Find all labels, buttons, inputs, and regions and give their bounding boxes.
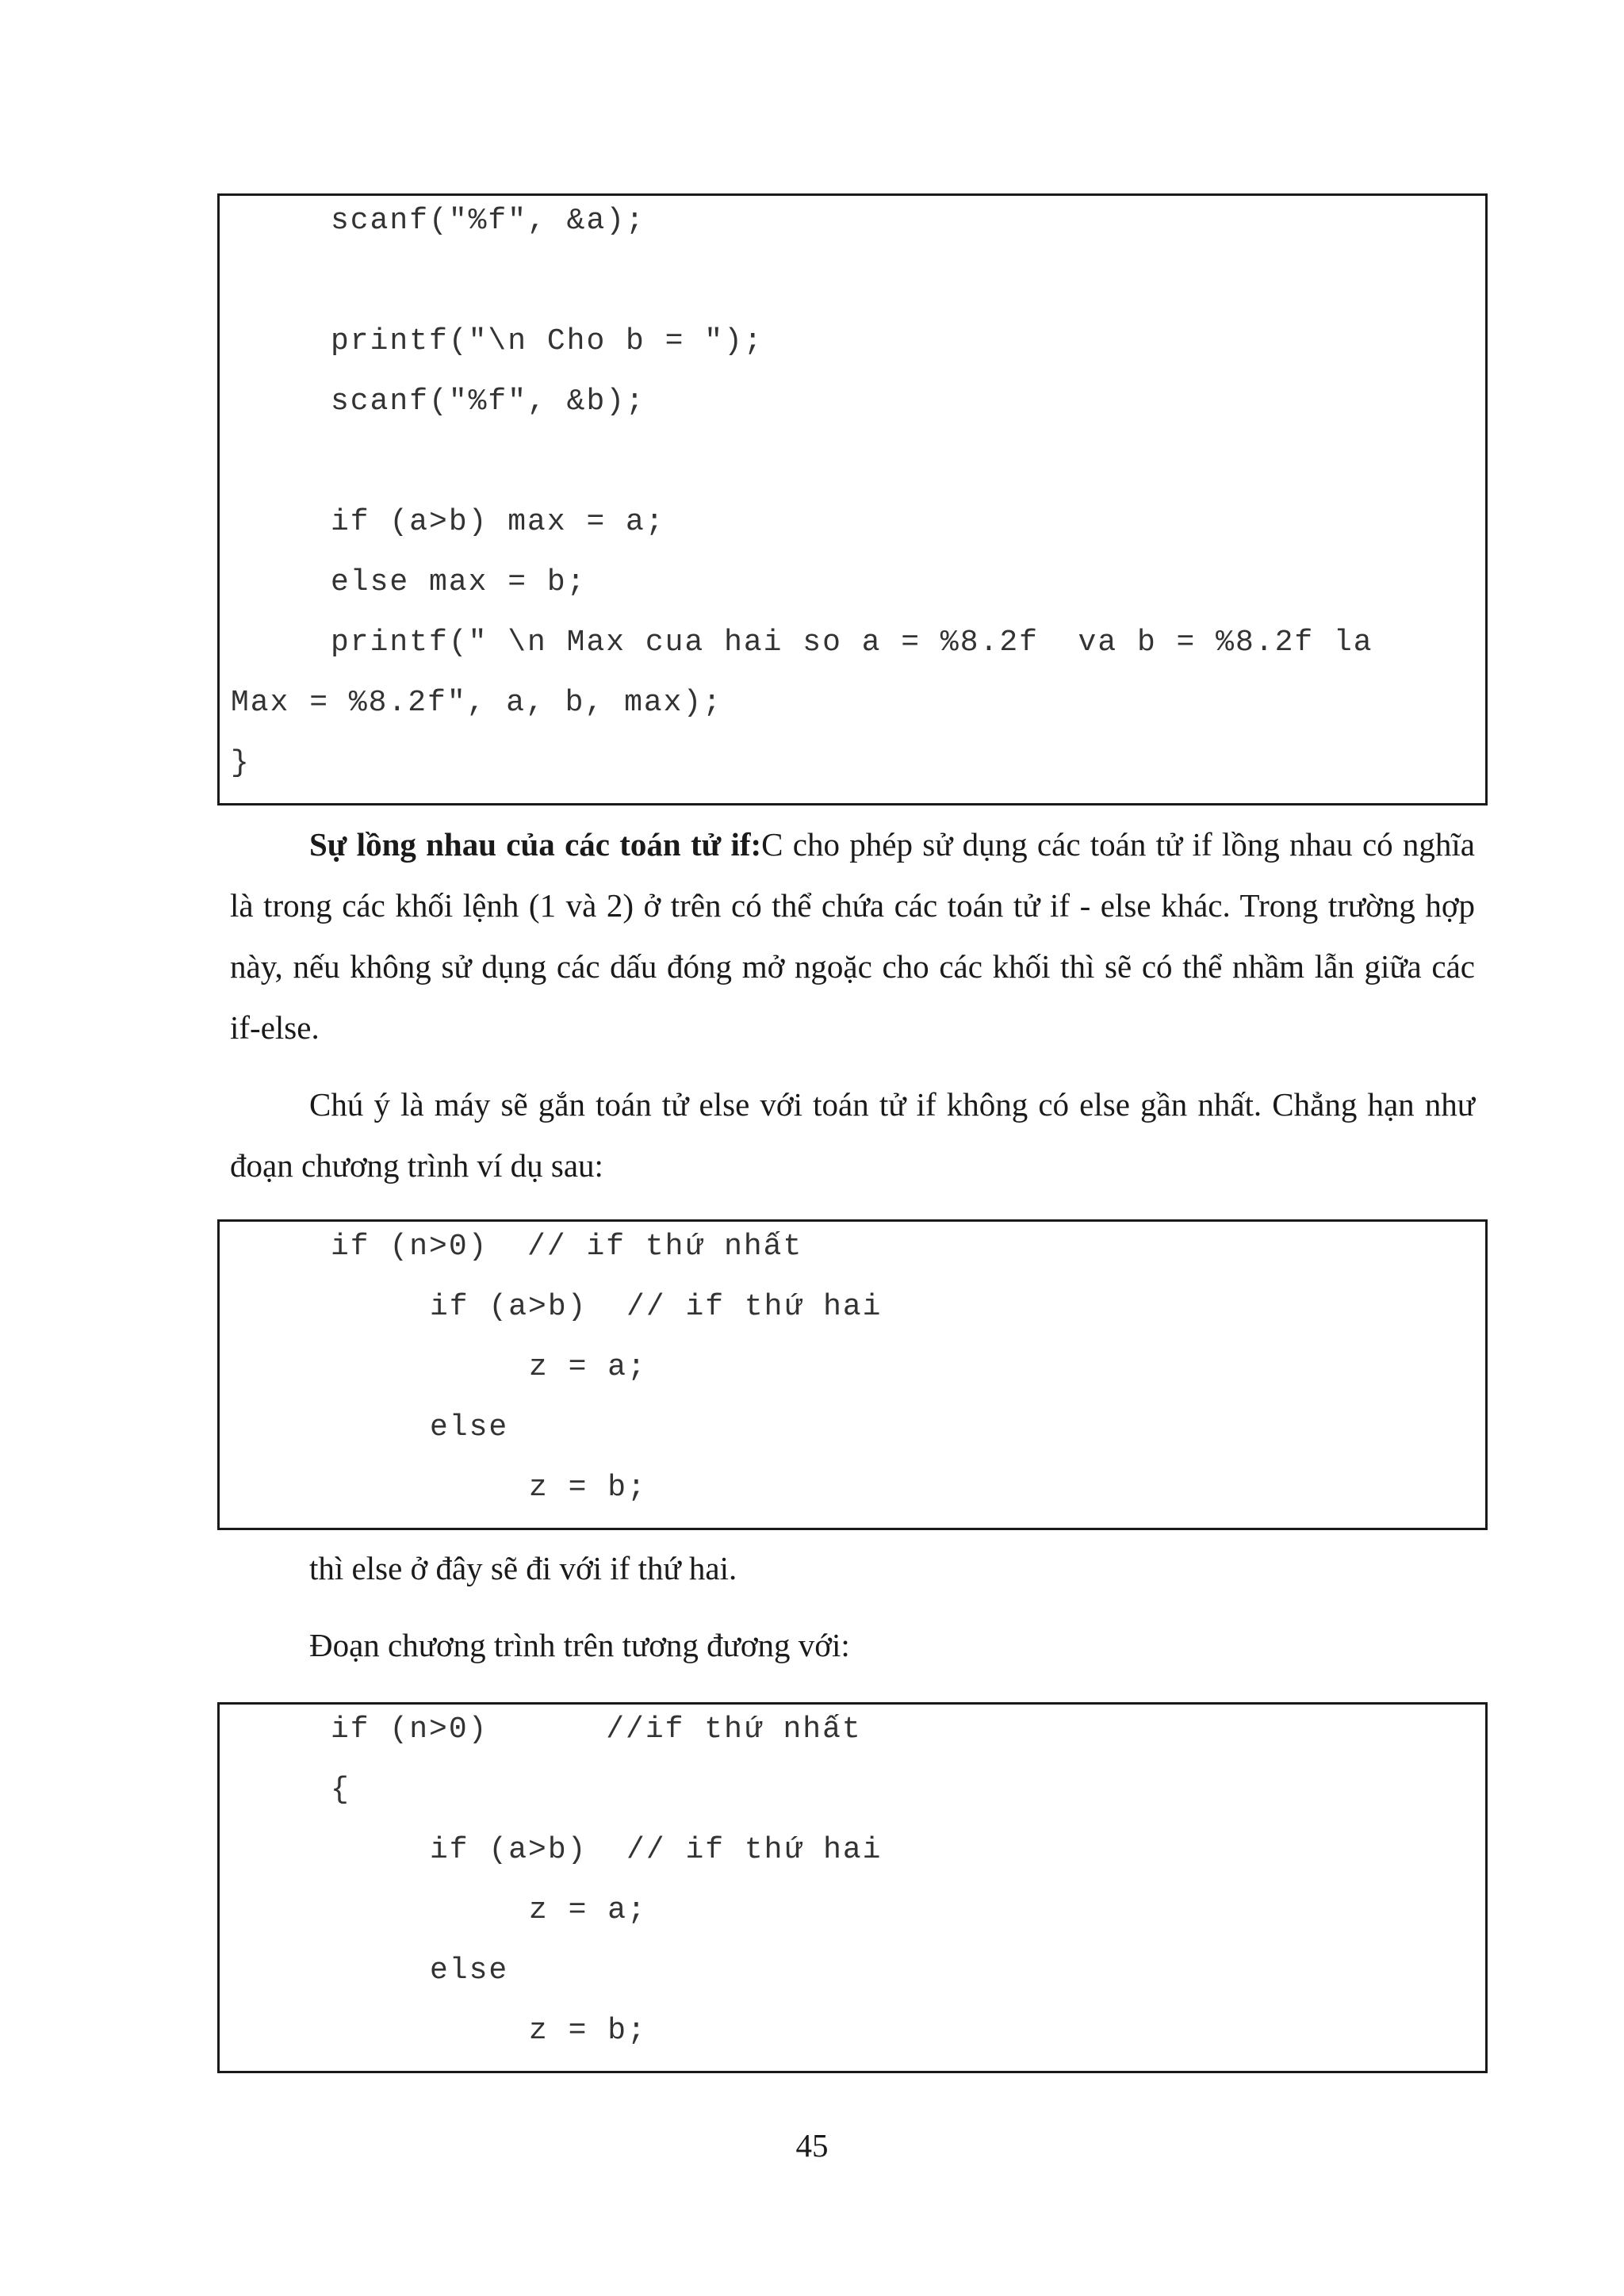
paragraph-equivalent: Đoạn chương trình trên tương đương với: bbox=[309, 1627, 850, 1663]
paragraph-nesting-text: C cho phép sử dụng các toán tử if lồng nhau có nghĩa là trong các khối lệnh (1 và 2) ở trên có thể chứa các toán tử if - else khác. Trong trường hợp này, nếu không sử dụng các dấu đóng mở ngoặc cho các khối thì sẽ có thể nhầm lẫn giữa các if-else. bbox=[230, 826, 1475, 1046]
code-block-3 bbox=[217, 1702, 1488, 2073]
code-line: } bbox=[231, 746, 251, 780]
code-line: z = a; bbox=[529, 1350, 647, 1384]
code-line: else bbox=[430, 1410, 509, 1445]
paragraph-nesting bbox=[230, 814, 1475, 1058]
code-line: if (n>0) //if thứ nhất bbox=[331, 1712, 862, 1747]
code-line: z = b; bbox=[529, 2014, 647, 2048]
code-line: scanf("%f", &b); bbox=[331, 385, 645, 419]
code-line: if (a>b) // if thứ hai bbox=[430, 1833, 883, 1867]
code-line: scanf("%f", &a); bbox=[331, 204, 645, 238]
code-block-1 bbox=[217, 193, 1488, 806]
code-line: z = a; bbox=[529, 1893, 647, 1927]
code-line: printf("\n Cho b = "); bbox=[331, 324, 764, 358]
code-line: if (a>b) max = a; bbox=[331, 505, 665, 539]
code-line: else bbox=[430, 1954, 509, 1988]
code-line: if (a>b) // if thứ hai bbox=[430, 1290, 883, 1324]
code-line: Max = %8.2f", a, b, max); bbox=[231, 686, 723, 720]
paragraph-else: thì else ở đây sẽ đi với if thứ hai. bbox=[309, 1550, 737, 1586]
page-number: 45 bbox=[795, 2127, 829, 2164]
code-line: if (n>0) // if thứ nhất bbox=[331, 1230, 803, 1264]
code-line: printf(" \n Max cua hai so a = %8.2f va b = %8.2f la bbox=[331, 626, 1373, 660]
code-line: z = b; bbox=[529, 1471, 647, 1505]
code-line: else max = b; bbox=[331, 565, 587, 599]
paragraph-bold-lead: Sự lồng nhau của các toán tử if: bbox=[309, 826, 762, 863]
code-line: { bbox=[331, 1773, 350, 1807]
code-block-2 bbox=[217, 1219, 1488, 1530]
paragraph-note: Chú ý là máy sẽ gắn toán tử else với toán tử if không có else gần nhất. Chẳng hạn như đoạn chương trình ví dụ sau: bbox=[230, 1086, 1475, 1184]
